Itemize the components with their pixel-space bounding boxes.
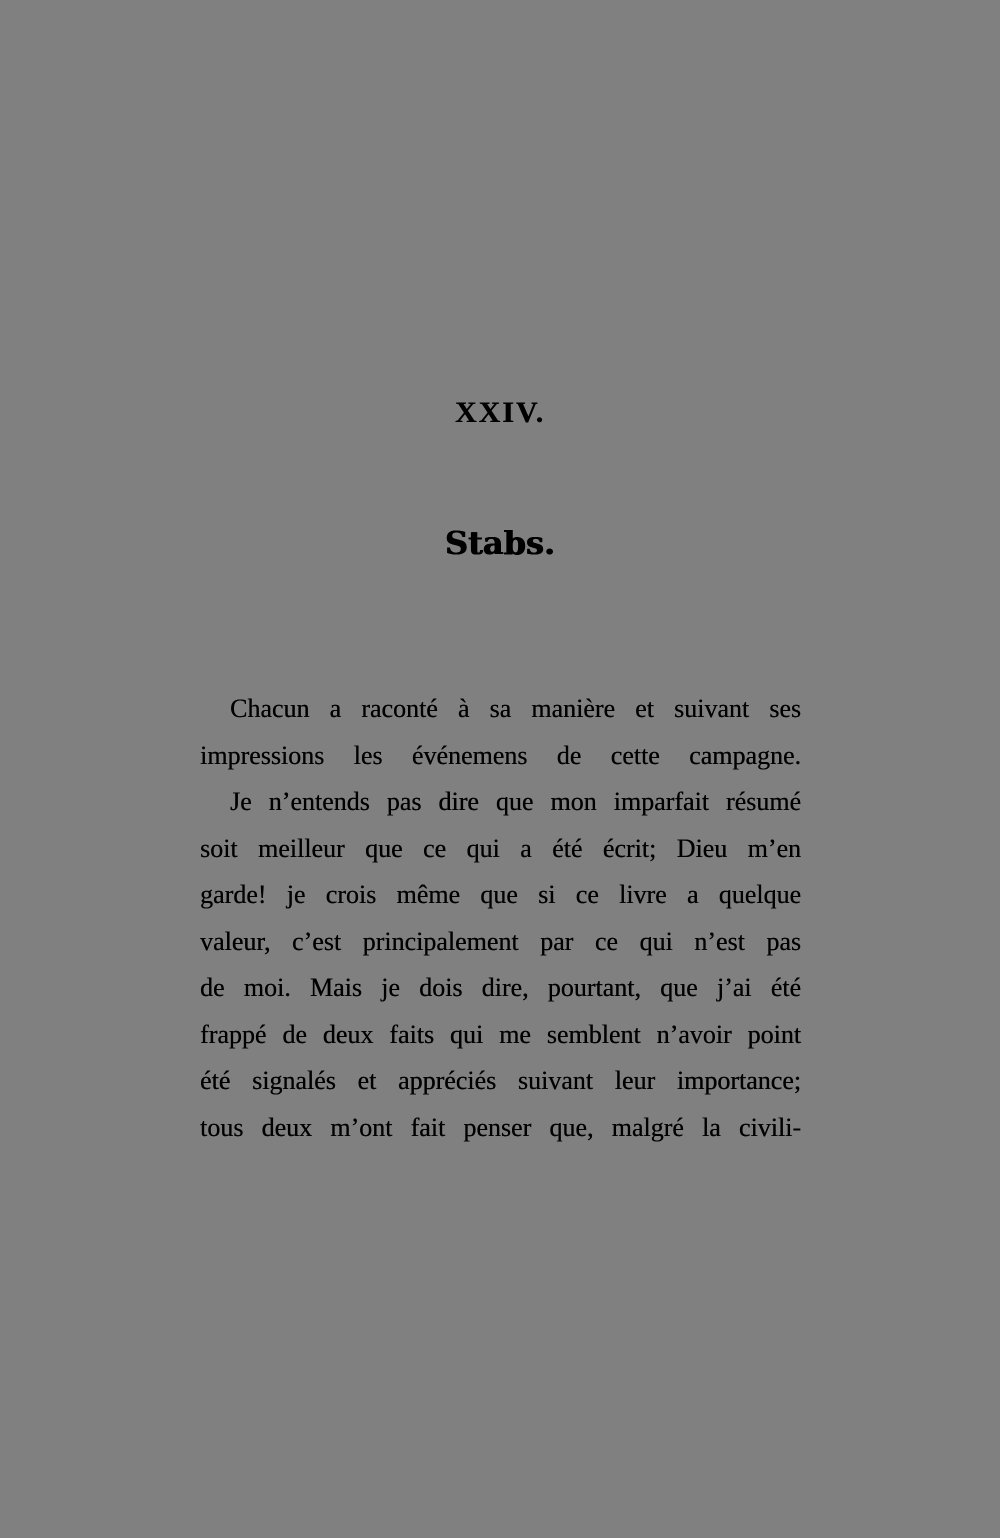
text-line: Chacun a raconté à sa manière et suivant ses bbox=[230, 694, 801, 723]
text-line: tous deux m’ont fait penser que, malgré la civili- bbox=[200, 1112, 801, 1142]
text-line: Je n’entends pas dire que mon imparfait résumé bbox=[230, 787, 801, 816]
chapter-title: Stabs. bbox=[444, 524, 556, 562]
text-line: de moi. Mais je dois dire, pourtant, que j’ai été bbox=[200, 973, 801, 1002]
text-line: valeur, c’est principalement par ce qui n’est pas bbox=[200, 926, 801, 956]
text-line: garde! je crois même que si ce livre a quelque bbox=[200, 880, 801, 909]
text-line: été signalés et appréciés suivant leur importance; bbox=[200, 1066, 801, 1095]
text-line: soit meilleur que ce qui a été écrit; Dieu m’en bbox=[200, 833, 801, 863]
text-line: impressions les événemens de cette campagne. bbox=[200, 740, 801, 770]
chapter-number: XXIV. bbox=[454, 396, 546, 429]
text-line: frappé de deux faits qui me semblent n’avoir point bbox=[200, 1019, 801, 1049]
body-text bbox=[200, 686, 801, 1151]
